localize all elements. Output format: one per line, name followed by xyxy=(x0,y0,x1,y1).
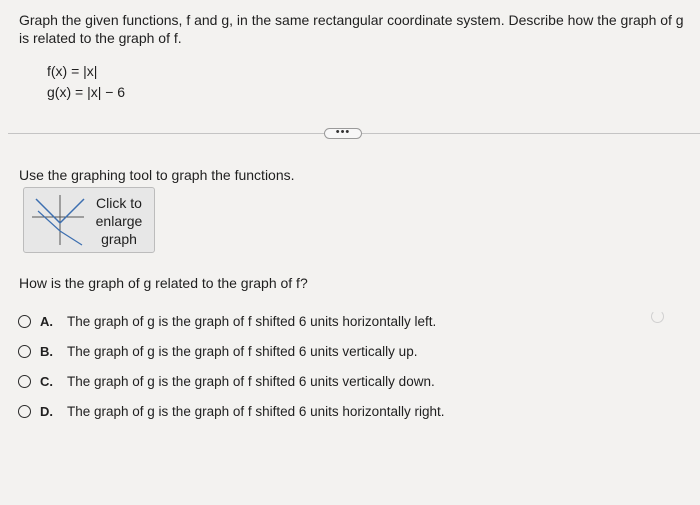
option-c-text: The graph of g is the graph of f shifted 6 units vertically down. xyxy=(67,373,435,389)
option-b-letter: B. xyxy=(40,343,53,359)
radio-a[interactable] xyxy=(18,315,31,328)
question-prompt: How is the graph of g related to the graph of f? xyxy=(19,275,308,291)
option-c-letter: C. xyxy=(40,373,53,389)
option-b-text: The graph of g is the graph of f shifted 6 units vertically up. xyxy=(67,343,418,359)
enlarge-graph-label: Click to enlarge graph xyxy=(95,195,143,247)
radio-b[interactable] xyxy=(18,345,31,358)
function-g: g(x) = |x| − 6 xyxy=(47,84,126,100)
cursor-mark xyxy=(651,310,664,323)
radio-c[interactable] xyxy=(18,375,31,388)
graph-instruction: Use the graphing tool to graph the functions. xyxy=(19,167,295,183)
option-a[interactable] xyxy=(18,310,444,332)
radio-d[interactable] xyxy=(18,405,31,418)
option-a-text: The graph of g is the graph of f shifted 6 units horizontally left. xyxy=(67,313,437,329)
function-f: f(x) = |x| xyxy=(47,63,98,79)
question-text: Graph the given functions, f and g, in the same rectangular coordinate system. Describe how the graph of g is related to the graph of f. xyxy=(19,12,684,46)
option-d-text: The graph of g is the graph of f shifted 6 units horizontally right. xyxy=(67,403,445,419)
option-c[interactable] xyxy=(18,370,444,392)
enlarge-graph-button[interactable] xyxy=(23,187,155,253)
more-button[interactable]: ••• xyxy=(324,128,362,139)
option-d[interactable] xyxy=(18,400,444,422)
option-b[interactable] xyxy=(18,340,444,362)
graph-thumbnail-icon xyxy=(30,193,86,247)
answer-options xyxy=(18,310,444,430)
option-a-letter: A. xyxy=(40,313,53,329)
option-d-letter: D. xyxy=(40,403,53,419)
